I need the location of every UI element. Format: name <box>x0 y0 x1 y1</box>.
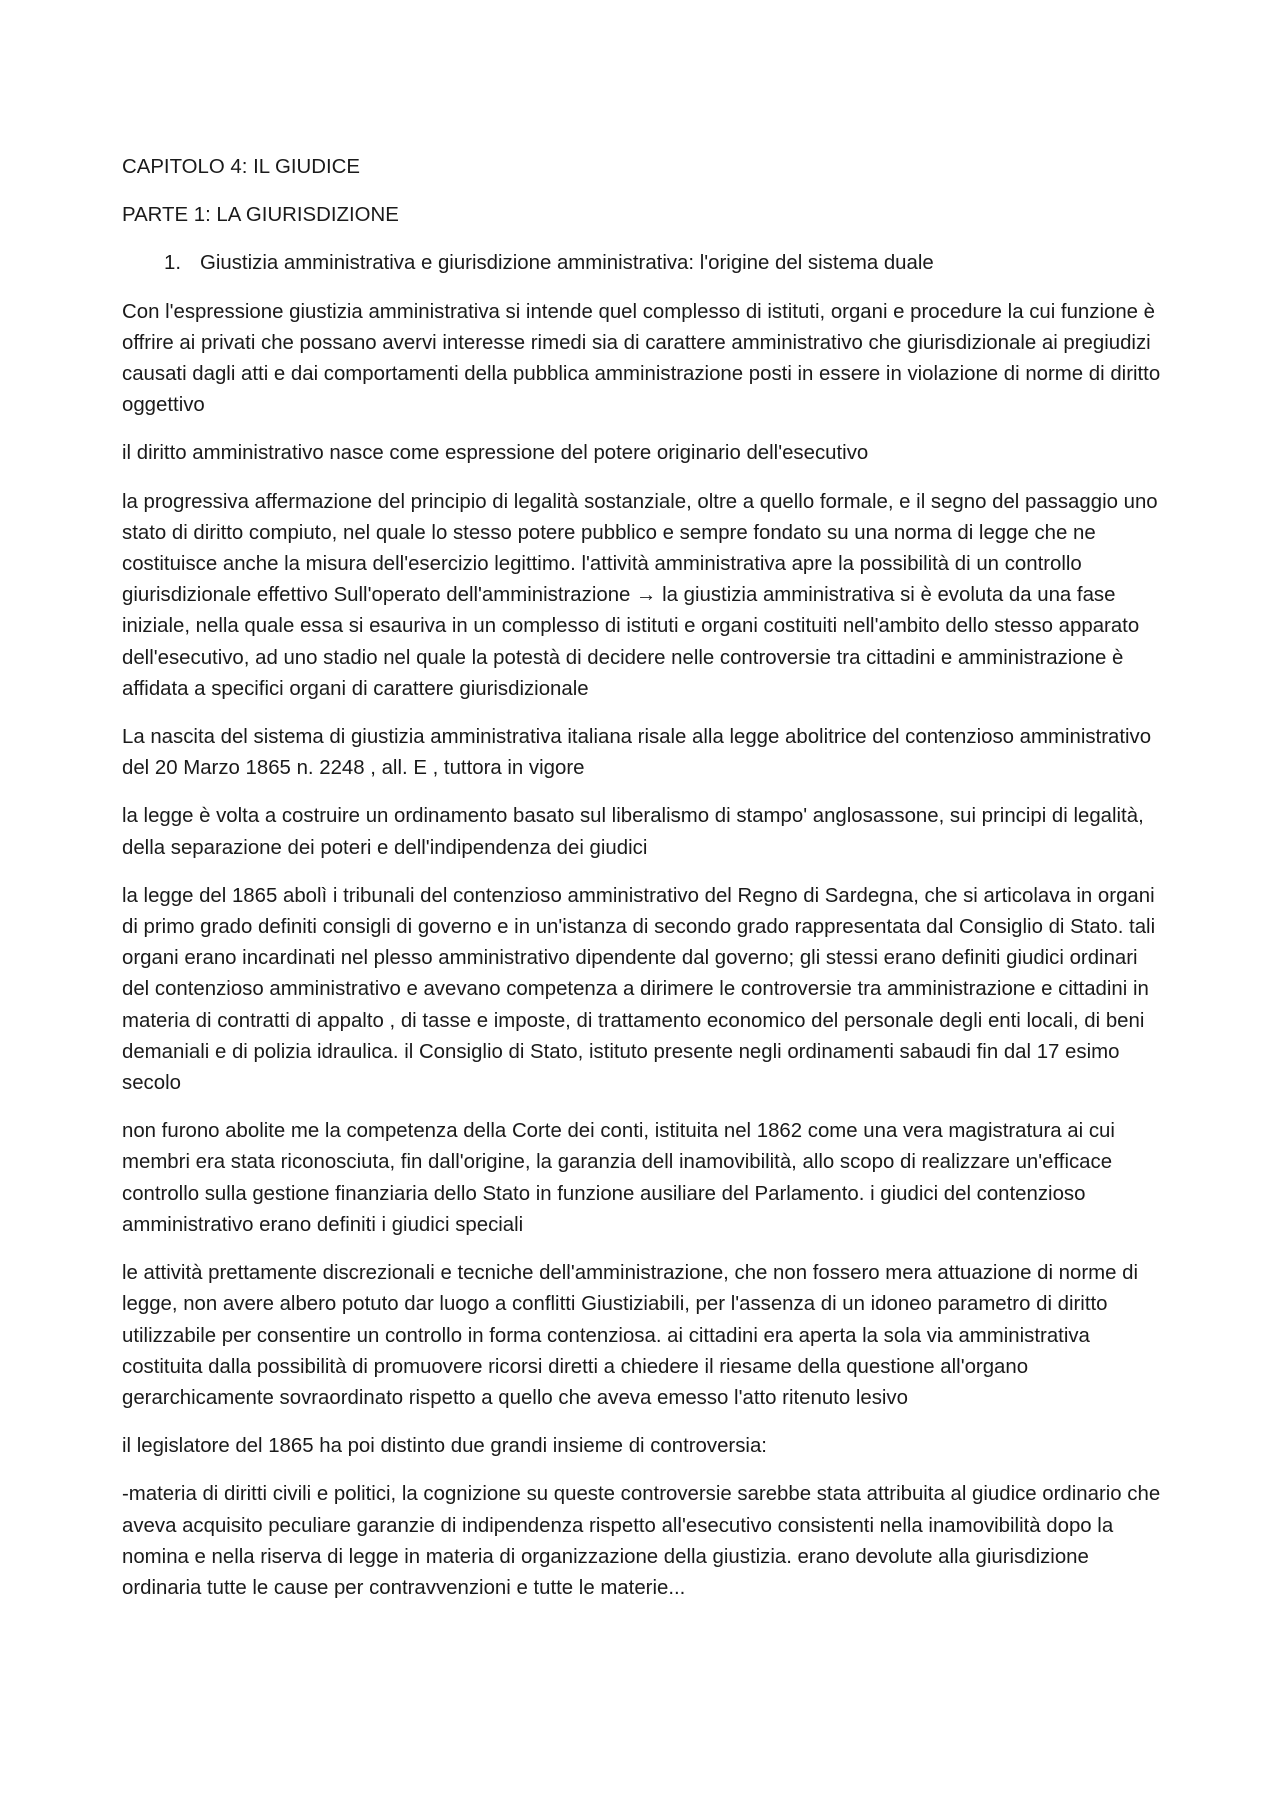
paragraph: la legge è volta a costruire un ordinamento basato sul liberalismo di stampo' anglosassone, sui principi di legalità, della separazione dei poteri e dell'indipendenza dei giudici <box>122 805 1144 859</box>
paragraph: il legislatore del 1865 ha poi distinto due grandi insieme di controversia: <box>122 1435 767 1458</box>
part-title: PARTE 1: LA GIURISDIZIONE <box>122 204 399 227</box>
section-heading <box>122 248 1162 279</box>
section-title: Giustizia amministrativa e giurisdizione amministrativa: l'origine del sistema duale <box>200 252 934 275</box>
document-body <box>122 152 1162 1621</box>
paragraph: la progressiva affermazione del principio di legalità sostanziale, oltre a quello formale, e il segno del passaggio uno stato di diritto compiuto, nel quale lo stesso potere pubblico e sempre fondato su una norma di legge che ne costituisce anche la misura dell'esercizio legittimo. l'attività amministrativa apre la possibilità di un controllo giurisdizionale effettivo Sull'operato dell'amministrazione → la giustizia amministrativa si è evoluta da una fase iniziale, nella quale essa si esauriva in un complesso di istituti e organi costituiti nell'ambito dello stesso apparato dell'esecutivo, ad uno stadio nel quale la potestà di decidere nelle controversie tra cittadini e amministrazione è affidata a specifici organi di carattere giurisdizionale <box>122 490 1158 700</box>
paragraph: il diritto amministrativo nasce come espressione del potere originario dell'esecutivo <box>122 442 869 465</box>
chapter-title: CAPITOLO 4: IL GIUDICE <box>122 156 360 178</box>
paragraph: le attività prettamente discrezionali e tecniche dell'amministrazione, che non fossero mera attuazione di norme di legge, non avere albero potuto dar luogo a conflitti Giustiziabili, per l'assenza di un idoneo parametro di diritto utilizzabile per consentire un controllo in forma contenziosa. ai cittadini era aperta la sola via amministrativa costituita dalla possibilità di promuovere ricorsi diretti a chiedere il riesame della questione all'organo gerarchicamente sovraordinato rispetto a quello che aveva emesso l'atto ritenuto lesivo <box>122 1262 1139 1409</box>
paragraph: non furono abolite me la competenza della Corte dei conti, istituita nel 1862 come una vera magistratura ai cui membri era stata riconosciuta, fin dall'origine, la garanzia dell inamovibilità, allo scopo di realizzare un'efficace controllo sulla gestione finanziaria dello Stato in funzione ausiliare del Parlamento. i giudici del contenzioso amministrativo erano definiti i giudici speciali <box>122 1120 1115 1236</box>
section-number: 1. <box>164 252 182 275</box>
paragraph: la legge del 1865 abolì i tribunali del contenzioso amministrativo del Regno di Sardegna, che si articolava in organi di primo grado definiti consigli di governo e in un'istanza di secondo grado rappresentata dal Consiglio di Stato. tali organi erano incardinati nel plesso amministrativo dipendente dal governo; gli stessi erano definiti giudici ordinari del contenzioso amministrativo e avevano competenza a dirimere le controversie tra amministrazione e cittadini in materia di contratti di appalto , di tasse e imposte, di trattamento economico del personale degli enti locali, di beni demaniali e di polizia idraulica. il Consiglio di Stato, istituto presente negli ordinamenti sabaudi fin dal 17 esimo secolo <box>122 884 1156 1095</box>
paragraph: La nascita del sistema di giustizia amministrativa italiana risale alla legge abolitrice del contenzioso amministrativo del 20 Marzo 1865 n. 2248 , all. E , tuttora in vigore <box>122 726 1152 780</box>
paragraph: -materia di diritti civili e politici, la cognizione su queste controversie sarebbe stata attribuita al giudice ordinario che aveva acquisito peculiare garanzie di indipendenza rispetto all'esecutivo consistenti nella inamovibilità dopo la nomina e nella riserva di legge in materia di organizzazione della giustizia. erano devolute alla giurisdizione ordinaria tutte le cause per contravvenzioni e tutte le materie... <box>122 1483 1161 1599</box>
paragraph: Con l'espressione giustizia amministrativa si intende quel complesso di istituti, organi e procedure la cui funzione è offrire ai privati che possano avervi interesse rimedi sia di carattere amministrativo che giurisdizionale ai pregiudizi causati dagli atti e dai comportamenti della pubblica amministrazione posti in essere in violazione di norme di diritto oggettivo <box>122 300 1161 417</box>
